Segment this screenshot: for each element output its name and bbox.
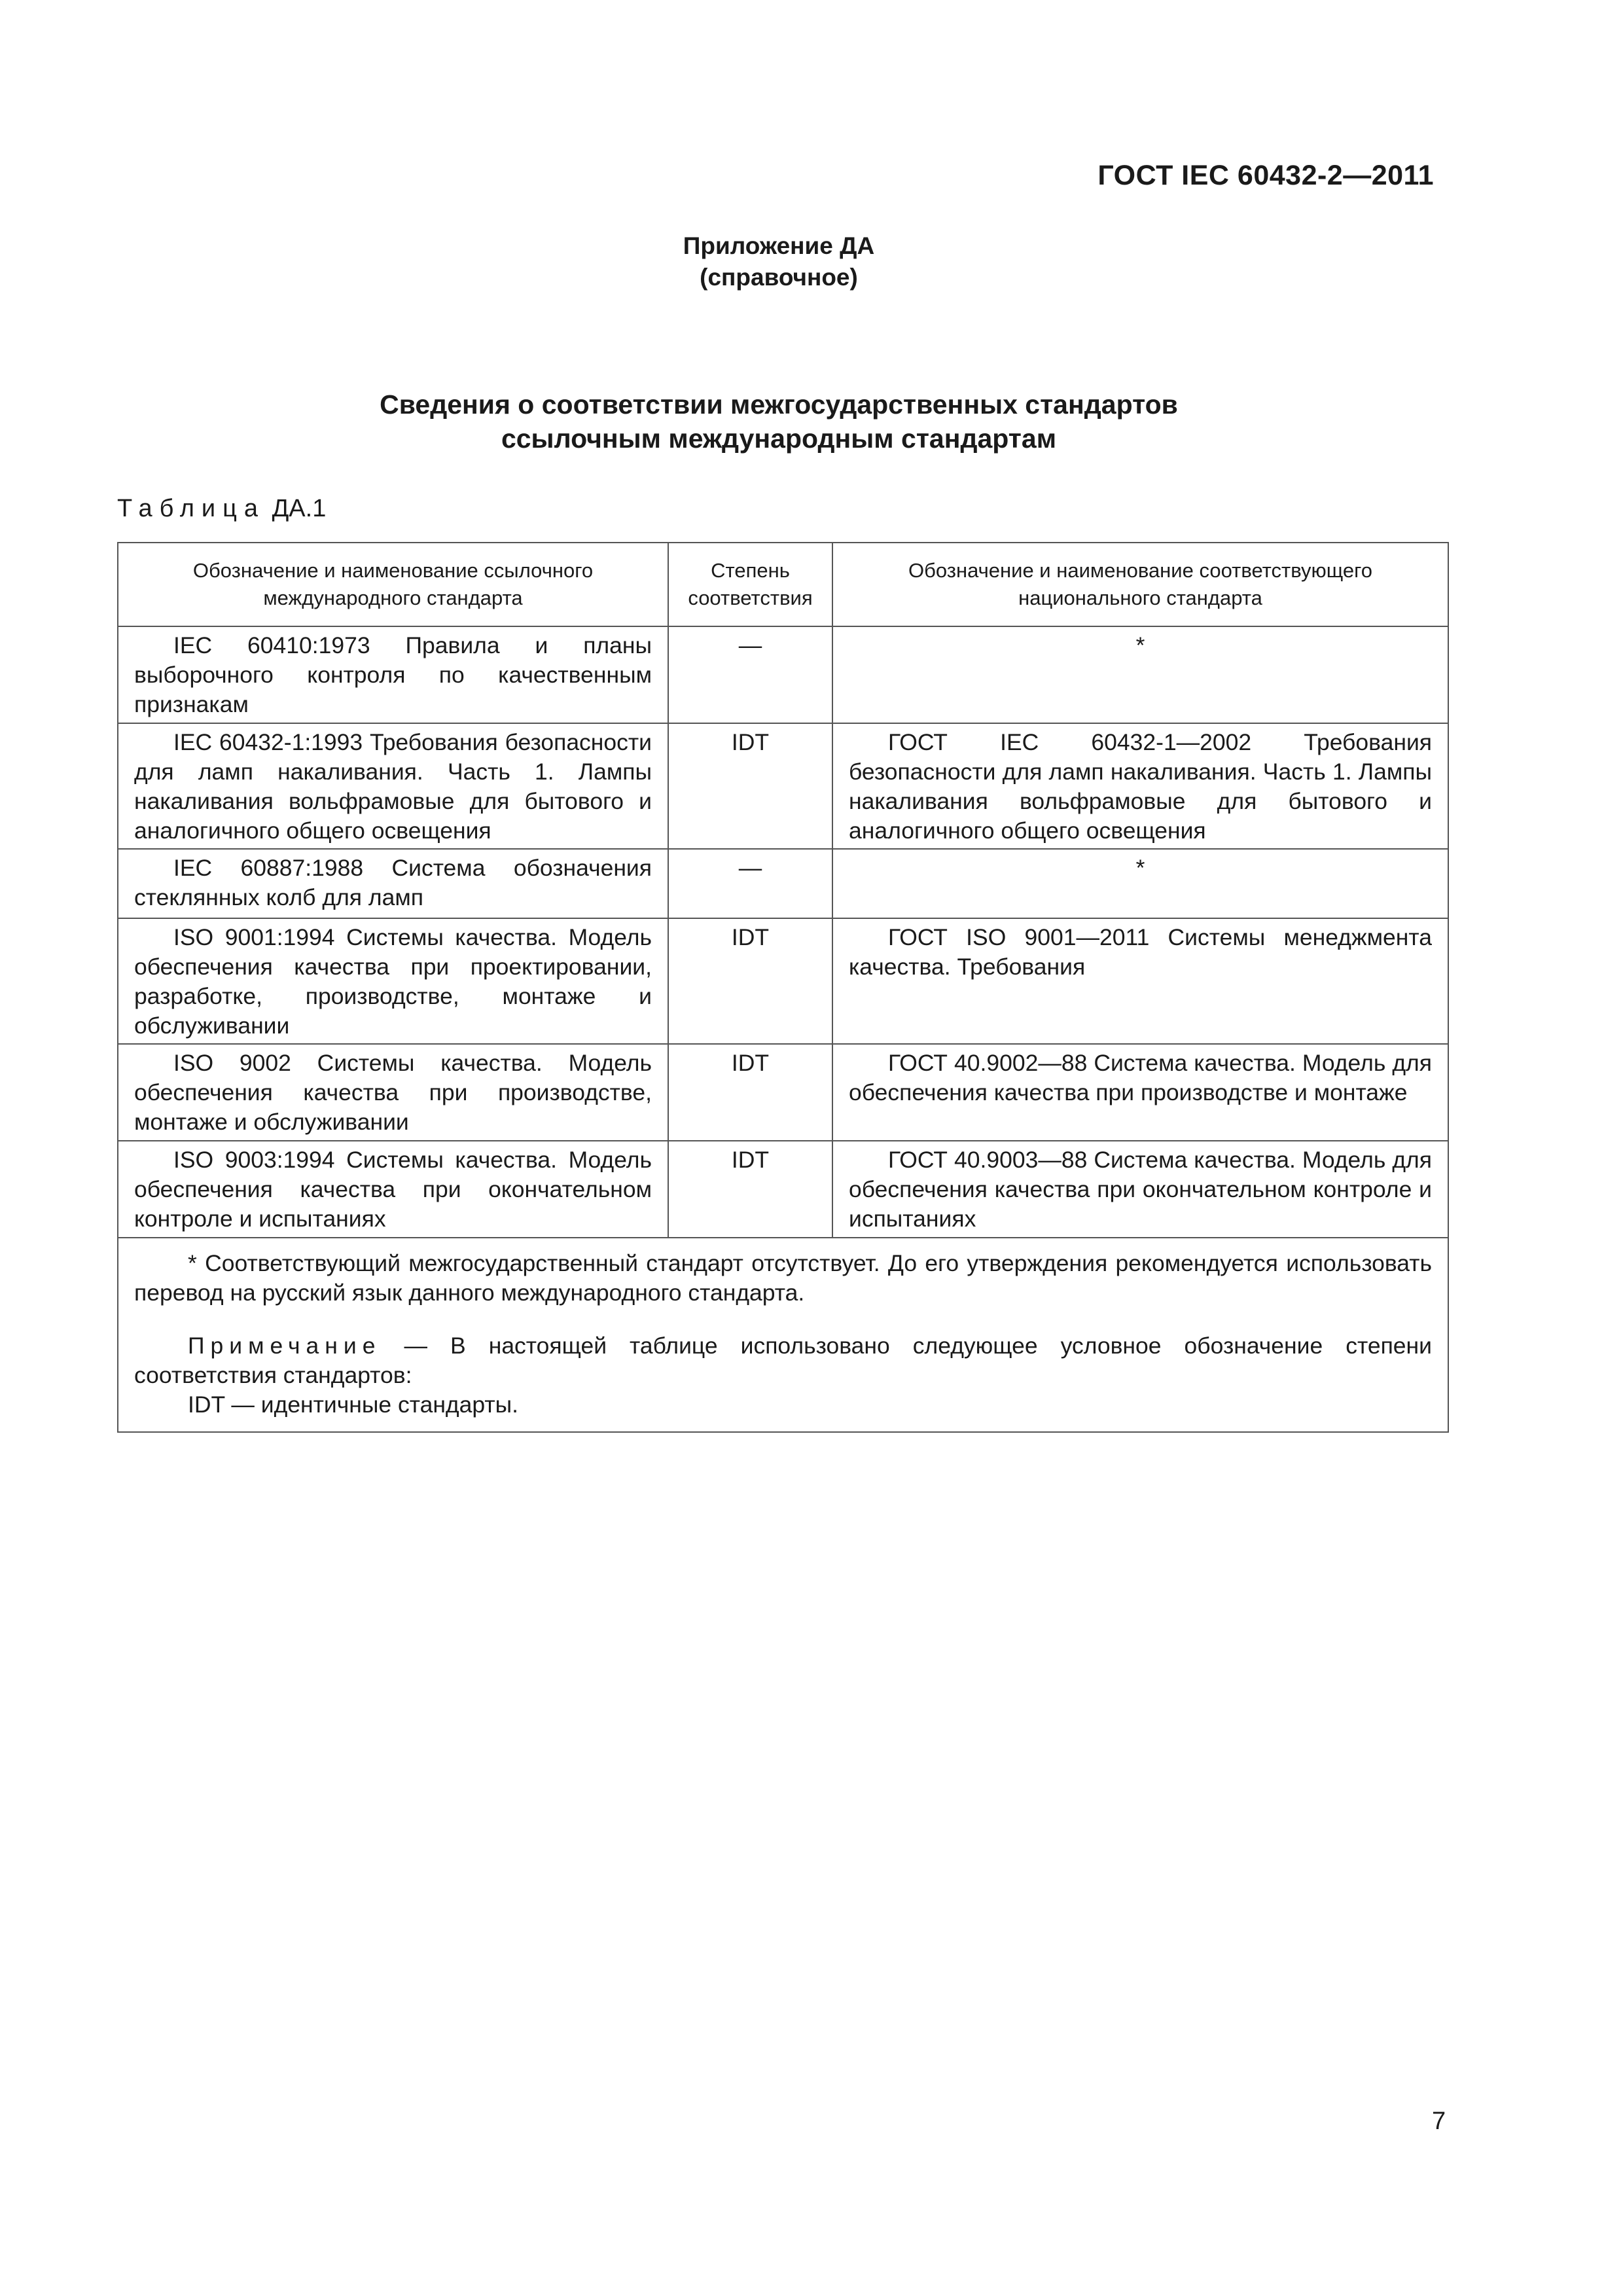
international-standard-cell: IEC 60887:1988 Система обозначения стеклянных колб для ламп <box>118 849 668 918</box>
degree-cell: IDT <box>668 1044 832 1141</box>
footnote: * Соответствующий межгосударственный стандарт отсутствует. До его утверждения рекомендуется использовать перевод на русский язык данного международного стандарта. <box>134 1250 1432 1306</box>
international-standard-cell: ISO 9002 Системы качества. Модель обеспечения качества при производстве, монтаже и обслуживании <box>118 1044 668 1141</box>
column-header-degree: Степень соответствия <box>668 543 832 626</box>
table-label <box>117 495 326 523</box>
national-standard-cell: ГОСТ 40.9003—88 Система качества. Модель для обеспечения качества при окончательном контроле и испытаниях <box>832 1141 1448 1238</box>
international-standard-cell: ISO 9003:1994 Системы качества. Модель обеспечения качества при окончательном контроле и испытаниях <box>118 1141 668 1238</box>
national-standard-cell: ГОСТ ISO 9001—2011 Системы менеджмента качества. Требования <box>832 918 1448 1044</box>
table-row <box>118 1141 1448 1238</box>
degree-cell: IDT <box>668 1141 832 1238</box>
table-label-prefix: Таблица <box>117 495 265 522</box>
table-footer <box>118 1238 1448 1432</box>
national-standard-cell: * <box>832 626 1448 723</box>
page-number: 7 <box>1432 2108 1446 2135</box>
degree-cell: — <box>668 626 832 723</box>
international-standard-cell: IEC 60410:1973 Правила и планы выборочного контроля по качественным признакам <box>118 626 668 723</box>
degree-cell: IDT <box>668 723 832 849</box>
table-header-row <box>118 543 1448 626</box>
appendix-type: (справочное) <box>700 264 858 291</box>
table-label-id: ДА.1 <box>272 495 327 522</box>
table-row <box>118 849 1448 918</box>
table-row <box>118 626 1448 723</box>
heading-line-1: Сведения о соответствии межгосударственных стандартов <box>380 389 1178 420</box>
table-row <box>118 723 1448 849</box>
international-standard-cell: ISO 9001:1994 Системы качества. Модель обеспечения качества при проектировании, разработке, производстве, монтаже и обслуживании <box>118 918 668 1044</box>
national-standard-cell: ГОСТ IEC 60432-1—2002 Требования безопасности для ламп накаливания. Часть 1. Лампы накаливания вольфрамовые для бытового и аналогичного общего освещения <box>832 723 1448 849</box>
note <box>134 1331 1432 1390</box>
heading-line-2: ссылочным международным стандартам <box>501 423 1057 454</box>
note-abbreviation: IDT — идентичные стандарты. <box>188 1391 518 1418</box>
table-row <box>118 918 1448 1044</box>
appendix-block <box>0 230 1558 293</box>
national-standard-cell: * <box>832 849 1448 918</box>
column-header-international: Обозначение и наименование ссылочного международного стандарта <box>118 543 668 626</box>
table-row <box>118 1044 1448 1141</box>
note-label: Примечание <box>188 1333 382 1359</box>
correspondence-table <box>117 542 1449 1433</box>
document-code: ГОСТ IEC 60432-2—2011 <box>1097 160 1434 191</box>
international-standard-cell: IEC 60432-1:1993 Требования безопасности для ламп накаливания. Часть 1. Лампы накаливания вольфрамовые для бытового и аналогичного общего освещения <box>118 723 668 849</box>
degree-cell: IDT <box>668 918 832 1044</box>
section-heading <box>0 387 1558 456</box>
table-footer-row <box>118 1238 1448 1432</box>
degree-cell: — <box>668 849 832 918</box>
appendix-title: Приложение ДА <box>683 232 875 259</box>
national-standard-cell: ГОСТ 40.9002—88 Система качества. Модель для обеспечения качества при производстве и монтаже <box>832 1044 1448 1141</box>
note-text: — В настоящей таблице использовано следующее условное обозначение степени соответствия стандартов: <box>134 1333 1432 1388</box>
column-header-national: Обозначение и наименование соответствующего национального стандарта <box>832 543 1448 626</box>
